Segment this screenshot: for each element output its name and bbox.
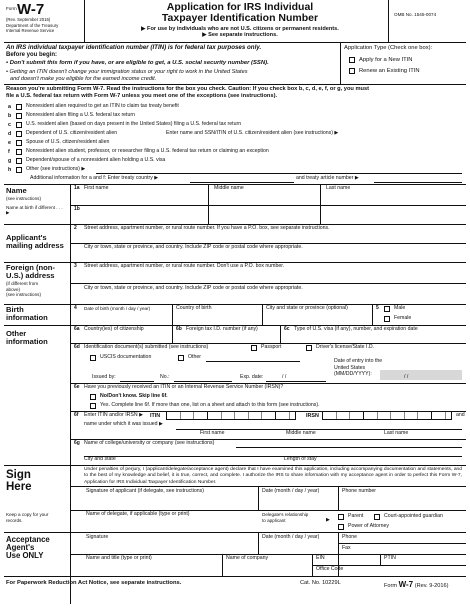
reason-line-1: Reason you're submitting Form W-7. Read the instructions for the box you check. Caution: If you check box b, c, d, e, f, or g, you must — [6, 86, 370, 92]
birth-section-title — [6, 306, 48, 322]
reason-d-checkbox[interactable] — [16, 131, 22, 137]
foreign-section-title — [6, 264, 55, 280]
line-6a-number: 6a — [74, 326, 80, 332]
other-title-1: Other — [6, 329, 27, 338]
phone-number-label: Phone number — [342, 488, 377, 494]
passport-checkbox[interactable] — [251, 345, 257, 351]
line-6e-number: 6e — [74, 384, 80, 390]
uscis-label: USCIS documentation — [100, 354, 152, 360]
agent-title-2: Agent's — [6, 543, 35, 553]
company-name-label: Name of company — [226, 555, 269, 561]
line-2-number: 2 — [74, 225, 77, 231]
company-name-input[interactable] — [226, 563, 310, 573]
department: Department of the Treasury — [6, 23, 59, 28]
city-of-birth-label: City and state or province (optional) — [266, 305, 348, 311]
reason-heading — [6, 86, 369, 99]
country-of-birth-label: Country of birth — [176, 305, 212, 311]
reason-key-f: f — [8, 149, 10, 155]
issued-first-name: First name — [200, 430, 225, 436]
keep-copy-note: Keep a copy for your records. — [6, 512, 49, 523]
entry-date-2: United States — [334, 364, 366, 371]
name-section-title: Name — [6, 186, 27, 195]
foreign-tin-input[interactable] — [186, 334, 276, 342]
doc-number-label: No.: — [160, 374, 170, 380]
mailing-title-2: mailing address — [6, 240, 64, 250]
line-6d-number: 6d — [74, 344, 80, 350]
line-5-number: 5 — [376, 305, 379, 311]
college-label: Name of college/university or company (see instructions) — [84, 440, 215, 446]
foreign-note-1: (if different from — [6, 281, 39, 286]
agent-phone-input[interactable] — [366, 534, 462, 543]
reason-key-a: a — [8, 104, 11, 110]
line-6b-number: 6b — [176, 326, 182, 332]
before-you-begin: Before you begin: — [6, 52, 58, 58]
acceptance-agent-title — [6, 536, 50, 561]
foreign-title-1: Foreign (non- — [6, 263, 55, 272]
exp-date-input[interactable] — [266, 381, 326, 382]
mailing-city-input[interactable] — [84, 251, 462, 261]
name-at-birth-label: Name at birth if different . . . ▶ — [6, 205, 63, 216]
entry-date-1: Date of entry into the — [334, 358, 383, 364]
line-1a-number: 1a — [74, 185, 80, 191]
immigration-note-2: and doesn't make you eligible for the earned income credit. — [10, 76, 157, 82]
name-see-instructions: (see instructions) — [6, 196, 41, 201]
treaty-country-label: Additional information for a and f: Enter treaty country ▶ — [30, 175, 159, 181]
mailing-street-input[interactable] — [84, 232, 462, 242]
treaty-article-label: and treaty article number ▶ — [296, 175, 359, 181]
agent-fax-input[interactable] — [366, 545, 462, 553]
relationship-1: Delegate's relationship — [262, 512, 309, 517]
birth-title-2: information — [6, 312, 48, 322]
line-4-number: 4 — [74, 305, 77, 311]
passport-label: Passport — [261, 344, 282, 350]
reason-c-checkbox[interactable] — [16, 122, 22, 128]
reason-c-label: U.S. resident alien (based on days present in the United States) filing a U.S. federal tax return — [26, 121, 242, 127]
length-of-stay-label: Length of stay — [284, 456, 317, 462]
form-title — [90, 2, 390, 24]
reason-f-label: Nonresident alien student, professor, or researcher filing a U.S. federal tax return or claiming an exception — [26, 148, 269, 154]
citizenship-input[interactable] — [84, 334, 170, 342]
delegate-name-input[interactable] — [86, 519, 256, 529]
itin-purpose-note: An IRS individual taxpayer identification number (ITIN) is for federal tax purposes only. — [6, 44, 262, 51]
reason-d-extra: Enter name and SSN/ITIN of U.S. citizen/resident alien (see instructions) ▶ — [166, 130, 339, 136]
yes-previous-itin-checkbox[interactable] — [90, 403, 96, 409]
dob-label: Date of birth (month / day / year) — [84, 306, 151, 311]
city-state-input[interactable] — [84, 456, 462, 457]
sign-date-label: Date (month / day / year) — [262, 488, 320, 494]
other-doc-input[interactable] — [206, 361, 300, 362]
reason-h-checkbox[interactable] — [16, 167, 22, 173]
issued-middle-name: Middle name — [286, 430, 316, 436]
visa-input[interactable] — [294, 334, 462, 342]
reason-f-checkbox[interactable] — [16, 149, 22, 155]
catalog-number: Cat. No. 10229L — [300, 580, 341, 586]
other-reason-input[interactable] — [96, 173, 462, 174]
exp-date-label: Exp. date: — [240, 374, 264, 380]
other-doc-checkbox[interactable] — [178, 355, 184, 361]
line-3-number: 3 — [74, 263, 77, 269]
other-title-2: information — [6, 336, 48, 346]
relationship-2: to applicant — [262, 517, 286, 523]
phone-number-input[interactable] — [342, 496, 462, 508]
middle-name-input[interactable] — [214, 192, 318, 204]
treaty-article-input[interactable] — [374, 182, 462, 183]
agent-title-1: Acceptance — [6, 535, 50, 544]
college-input[interactable] — [236, 447, 462, 448]
sign-title-1: Sign — [6, 469, 31, 481]
line-1b-number: 1b — [74, 206, 80, 212]
reason-key-c: c — [8, 122, 11, 128]
title-line-1: Application for IRS Individual — [166, 1, 314, 13]
line-6g-number: 6g — [74, 440, 80, 446]
agent-date-label: Date (month / day / year) — [262, 534, 320, 540]
reason-b-label: Nonresident alien filing a U.S. federal tax return — [26, 112, 135, 118]
office-code-label: Office Code — [316, 566, 344, 572]
issued-name-label: name under which it was issued ▶ — [84, 421, 163, 427]
renew-itin-label: Renew an Existing ITIN — [359, 68, 420, 74]
ptin-input[interactable] — [404, 555, 462, 564]
reason-key-h: h — [8, 167, 12, 173]
exp-date-slashes: / / — [282, 374, 287, 380]
ein-label: EIN — [316, 555, 325, 561]
foreign-street-label: Street address, apartment number, or rural route number. Don't use a P.O. box number. — [84, 263, 285, 269]
office-code-input[interactable] — [350, 566, 462, 575]
agent-fax-label: Fax — [342, 545, 351, 551]
immigration-note-1: • Getting an ITIN doesn't change your immigration status or your right to work in the United States — [6, 69, 248, 75]
mailing-section-title — [6, 234, 64, 250]
and-label: and — [456, 412, 465, 418]
dob-input[interactable] — [84, 314, 170, 324]
mailing-city-label: City or town, state or province, and country. Include ZIP code or postal code where appropriate. — [84, 244, 303, 250]
form-word: Form — [6, 6, 17, 11]
irsn-input[interactable] — [322, 411, 452, 420]
no-previous-itin-label — [100, 394, 168, 400]
footer-revision: (Rev. 9-2016) — [414, 583, 449, 589]
other-section-title — [6, 330, 48, 346]
citizenship-label: Country(ies) of citizenship — [84, 326, 144, 332]
mailing-title-1: Applicant's — [6, 233, 47, 242]
application-type-title: Application Type (Check one box): — [344, 45, 433, 51]
uscis-checkbox[interactable] — [90, 355, 96, 361]
no-previous-itin-checkbox[interactable] — [90, 394, 96, 400]
entry-date-3: (MM/DD/YYYY): — [334, 371, 372, 377]
reason-d-label: Dependent of U.S. citizen/resident alien — [26, 130, 118, 136]
poa-checkbox[interactable] — [338, 524, 344, 530]
reason-key-b: b — [8, 113, 12, 119]
form-subtitle — [90, 26, 390, 39]
parent-checkbox[interactable] — [338, 514, 344, 520]
birth-last-name-input[interactable] — [326, 208, 462, 222]
foreign-section-note — [6, 281, 41, 298]
birth-first-name-input[interactable] — [84, 208, 206, 222]
female-checkbox[interactable] — [384, 316, 390, 322]
agent-signature-label: Signature — [86, 534, 109, 540]
reason-key-d: d — [8, 131, 12, 137]
first-name-label: First name — [84, 185, 109, 191]
reason-a-label: Nonresident alien required to get an ITIN to claim tax treaty benefit — [26, 103, 179, 109]
apply-new-itin-label: Apply for a New ITIN — [359, 57, 413, 63]
yes-previous-itin-label: Yes. Complete line 6f. If more than one, list on a sheet and attach to this form (see instructions). — [100, 402, 320, 408]
reason-line-2: file a U.S. federal tax return with Form W-7 unless you meet one of the exceptions (see instructions). — [6, 92, 278, 99]
entry-date-label — [334, 358, 382, 378]
poa-label: Power of Attorney — [348, 523, 389, 529]
form-number: W-7 — [17, 1, 45, 18]
reason-key-e: e — [8, 140, 11, 146]
subtitle-line-2: ▶ See separate instructions. — [202, 32, 278, 39]
paperwork-notice: For Paperwork Reduction Act Notice, see separate instructions. — [6, 580, 182, 586]
reason-h-label: Other (see instructions) ▶ — [26, 166, 86, 172]
itin-input[interactable] — [166, 411, 296, 420]
reason-e-label: Spouse of U.S. citizen/resident alien — [26, 139, 110, 145]
agent-phone-label: Phone — [342, 534, 358, 540]
title-line-2: Taxpayer Identification Number — [161, 12, 319, 25]
line-6f-number: 6f — [74, 412, 79, 418]
renew-itin-checkbox[interactable] — [349, 68, 355, 74]
agent-signature-input[interactable] — [86, 542, 256, 552]
reason-a-checkbox[interactable] — [16, 104, 22, 110]
foreign-note-3: (see instructions) — [6, 292, 41, 297]
middle-name-label: Middle name — [214, 185, 244, 191]
agent-name-input[interactable] — [86, 563, 220, 573]
foreign-street-input[interactable] — [84, 270, 462, 280]
sign-here-title — [6, 469, 32, 493]
ssn-warning: • Don't submit this form if you have, or are eligible to get, a U.S. social security number (SSN). — [6, 60, 269, 66]
male-checkbox[interactable] — [384, 306, 390, 312]
line-6c-number: 6c — [284, 326, 290, 332]
footer-form-ref — [384, 580, 449, 589]
foreign-city-label: City or town, state or province, and country. Include ZIP code or postal code where appropriate. — [84, 285, 303, 291]
applicant-signature-input[interactable] — [86, 496, 256, 508]
apply-new-itin-checkbox[interactable] — [349, 57, 355, 63]
ein-input[interactable] — [330, 555, 378, 564]
foreign-note-2: above) — [6, 286, 21, 292]
delegate-name-label: Name of delegate, if applicable (type or print) — [86, 511, 190, 517]
city-of-birth-input[interactable] — [266, 314, 366, 324]
mailing-street-label: Street address, apartment number, or rural route number. If you have a P.O. box, see separate instructions. — [84, 225, 330, 231]
sign-date-input[interactable] — [262, 496, 334, 508]
agent-name-label: Name and title (type or print) — [86, 555, 152, 561]
entry-date-input[interactable] — [380, 370, 462, 380]
ptin-label: PTIN — [384, 555, 396, 561]
last-name-input[interactable] — [326, 192, 462, 204]
parent-label: Parent — [348, 513, 364, 519]
form-revision: (Rev. September 2016) — [6, 17, 51, 22]
agent-title-3: Use ONLY — [6, 551, 44, 561]
birth-title-1: Birth — [6, 305, 24, 314]
agent-date-input[interactable] — [262, 542, 334, 552]
irsn-label: IRSN — [306, 413, 319, 419]
guardian-checkbox[interactable] — [374, 514, 380, 520]
reason-g-checkbox[interactable] — [16, 158, 22, 164]
enter-itin-label: Enter ITIN and/or IRSN ▶ — [84, 412, 144, 418]
issued-by-label: Issued by: — [92, 374, 116, 380]
reason-e-checkbox[interactable] — [16, 140, 22, 146]
first-name-input[interactable] — [84, 192, 206, 204]
drivers-license-checkbox[interactable] — [306, 345, 312, 351]
id-docs-label: Identification document(s) submitted (see instructions) — [84, 344, 209, 350]
foreign-title-2: U.S.) address — [6, 270, 55, 280]
reason-g-label: Dependent/spouse of a nonresident alien holding a U.S. visa — [26, 157, 166, 163]
perjury-statement: Under penalties of perjury, I (applicant/delegate/acceptance agent) declare that I have examined this application, including accompanying documentation and statements, and to the best of my knowledge and belief, it is true, correct, and complete. I authorize the IRS to share information with my acceptance agent in order to perfect this Form W-7, Application for IRS Individual Taxpayer Identification Number. — [84, 467, 462, 485]
subtitle-line-1: ▶ For use by individuals who are not U.S. citizens or permanent residents. — [141, 26, 339, 32]
birth-middle-name-input[interactable] — [214, 208, 318, 222]
no-previous-itin-text: No/Don't know. Skip line 6f. — [100, 393, 168, 399]
treaty-country-input[interactable] — [190, 182, 294, 183]
guardian-label: Court-appointed guardian — [384, 513, 443, 519]
delegate-relationship-label — [262, 512, 308, 523]
drivers-license-label: Driver's license/State I.D. — [316, 344, 375, 350]
applicant-signature-label: Signature of applicant (if delegate, see instructions) — [86, 488, 204, 494]
relationship-arrow: ▶ — [326, 517, 330, 523]
itin-label: ITIN — [150, 413, 161, 419]
issued-last-name: Last name — [384, 430, 409, 436]
foreign-city-input[interactable] — [84, 292, 462, 302]
female-label: Female — [394, 315, 412, 321]
reason-b-checkbox[interactable] — [16, 113, 22, 119]
foreign-tin-label: Foreign tax I.D. number (if any) — [186, 326, 258, 332]
sign-title-2: Here — [6, 481, 32, 494]
footer-form-number: W-7 — [398, 580, 414, 589]
reason-key-g: g — [8, 158, 12, 164]
issued-by-input[interactable] — [120, 381, 154, 382]
agency: Internal Revenue Service — [6, 28, 55, 33]
other-doc-label: Other — [188, 354, 201, 360]
omb-number: OMB No. 1545-0074 — [394, 12, 437, 17]
male-label: Male — [394, 305, 406, 311]
footer-form-word: Form — [384, 583, 398, 589]
doc-number-input[interactable] — [174, 381, 232, 382]
last-name-label: Last name — [326, 185, 351, 191]
city-state-label: City and state — [84, 456, 116, 462]
previous-itin-question: Have you previously received an ITIN or an Internal Revenue Service Number (IRSN)? — [84, 384, 284, 390]
entry-date-slashes: / / — [404, 374, 409, 380]
visa-label: Type of U.S. visa (if any), number, and expiration date — [294, 326, 418, 332]
country-of-birth-input[interactable] — [176, 314, 260, 324]
